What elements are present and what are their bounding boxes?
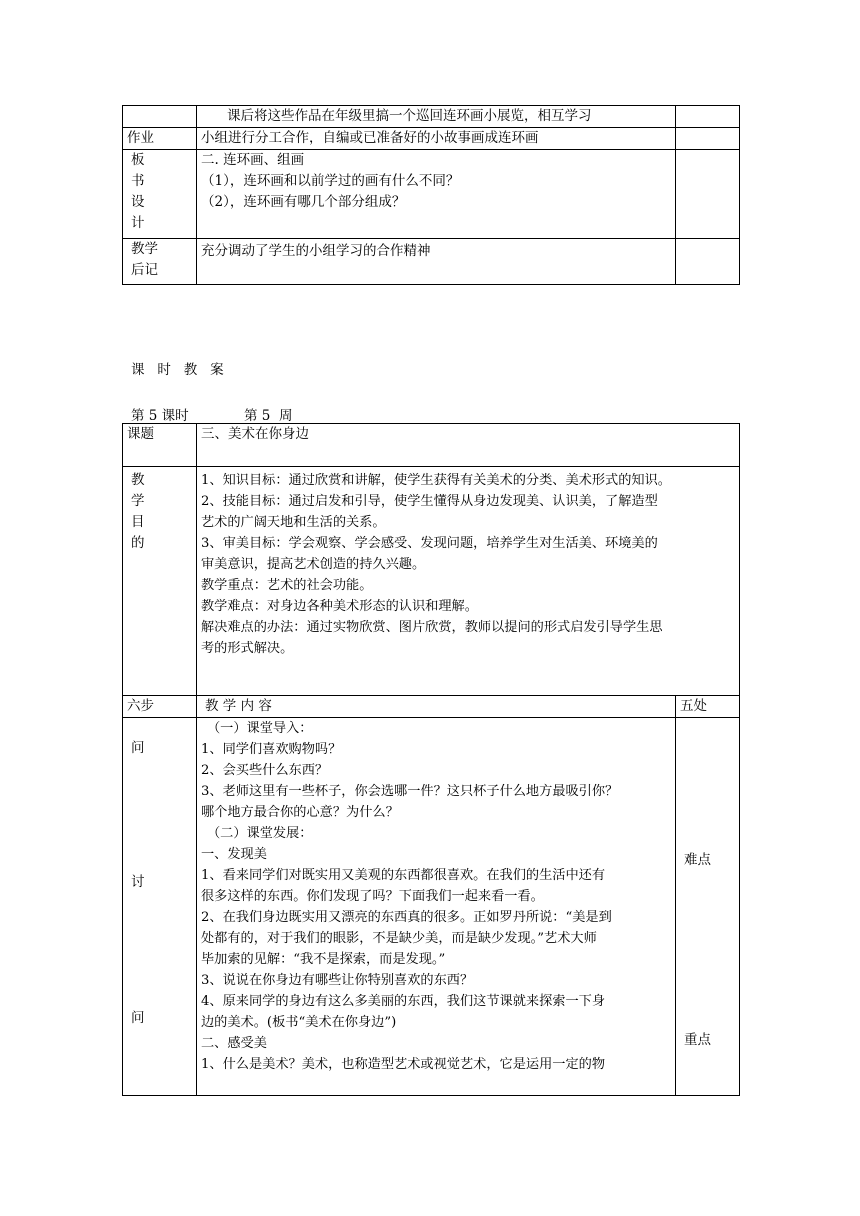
empty-note-cell (676, 239, 740, 285)
lesson-plan-table (122, 423, 740, 1096)
board-line: （2），连环画有哪几个部分组成？ (201, 194, 406, 210)
content-line: （一）课堂导入： (207, 721, 313, 736)
board-design-label (123, 150, 197, 239)
empty-note-cell (676, 128, 740, 150)
after-class-cell (197, 106, 676, 128)
label-char: 计 (131, 215, 145, 231)
label-line: 教学 (131, 241, 158, 257)
lesson-number: 第 5 课时 (131, 408, 189, 424)
homework-text: 小组进行分工合作，自编或已准备好的小故事画成连环画 (197, 128, 676, 150)
label-char: 目 (131, 514, 145, 530)
reflection-label (123, 239, 197, 285)
empty-label-cell (123, 106, 197, 128)
step-ask: 问 (131, 1010, 145, 1026)
page-heading: 课 时 教 案 (131, 362, 224, 378)
content-line: 1、看来同学们对既实用又美观的东西都很喜欢。在我们的生活中还有 (201, 868, 606, 883)
content-line: 很多这样的东西。你们发现了吗？下面我们一起来看一看。 (201, 889, 544, 904)
objective-line: 考的形式解决。 (201, 641, 294, 656)
label-char: 的 (131, 535, 145, 551)
after-class-text: 课后将这些作品在年级里搞一个巡回连环画小展览，相互学习 (227, 108, 592, 124)
week-number: 第 5 周 (244, 408, 293, 424)
points-cell (676, 718, 740, 1096)
label-char: 板 (131, 152, 145, 168)
difficulty-mark: 难点 (684, 852, 711, 868)
content-line: 毕加索的见解：“我不是探索，而是发现。” (201, 952, 446, 967)
content-line: 3、老师这里有一些杯子，你会选哪一件？这只杯子什么地方最吸引你？ (201, 784, 619, 799)
homework-table (122, 105, 740, 285)
content-line: 1、同学们喜欢购物吗？ (201, 742, 342, 757)
label-char: 书 (131, 173, 145, 189)
label-char: 设 (131, 194, 145, 210)
steps-header: 六步 (123, 696, 197, 718)
step-discuss: 讨 (131, 874, 145, 890)
board-line: （1），连环画和以前学过的画有什么不同？ (201, 173, 460, 189)
content-line: 1、什么是美术？美术，也称造型艺术或视觉艺术，它是运用一定的物 (201, 1057, 606, 1072)
objectives-label (123, 467, 197, 696)
board-design-content (197, 150, 676, 239)
content-line: 4、原来同学的身边有这么多美丽的东西，我们这节课就来探索一下身 (201, 994, 606, 1009)
objective-line: 1、知识目标：通过欣赏和讲解，使学生获得有关美术的分类、美术形式的知识。 (201, 473, 671, 488)
empty-note-cell (676, 150, 740, 239)
content-header: 教 学 内 容 (197, 696, 676, 718)
topic-label: 课题 (123, 424, 197, 467)
content-line: 2、在我们身边既实用又漂亮的东西真的很多。正如罗丹所说：“美是到 (201, 910, 612, 925)
content-line: 哪个地方最合你的心意？为什么？ (201, 805, 399, 820)
objective-line: 3、审美目标：学会观察、学会感受、发现问题，培养学生对生活美、环境美的 (201, 536, 658, 551)
key-point-mark: 重点 (684, 1032, 711, 1048)
points-header: 五处 (676, 696, 740, 718)
empty-note-cell (676, 106, 740, 128)
reflection-text: 充分调动了学生的小组学习的合作精神 (197, 239, 676, 285)
lesson-content-cell (197, 718, 676, 1096)
label-line: 后记 (131, 262, 158, 278)
objective-line: 解决难点的办法：通过实物欣赏、图片欣赏，教师以提问的形式启发引导学生思 (201, 620, 663, 635)
objective-line: 审美意识，提高艺术创造的持久兴趣。 (201, 557, 426, 572)
objective-line: 教学难点：对身边各种美术形态的认识和理解。 (201, 599, 478, 614)
content-line: 二、感受美 (201, 1036, 267, 1051)
objective-line: 教学重点：艺术的社会功能。 (201, 578, 373, 593)
objective-line: 艺术的广阔天地和生活的关系。 (201, 515, 386, 530)
objectives-content (197, 467, 740, 696)
homework-label: 作业 (123, 128, 197, 150)
content-line: 处都有的，对于我们的眼影，不是缺少美，而是缺少发现。”艺术大师 (201, 931, 597, 946)
topic-text: 三、美术在你身边 (197, 424, 740, 467)
step-ask: 问 (131, 740, 145, 756)
content-line: 边的美术。(板书“美术在你身边”) (201, 1015, 397, 1030)
board-line: 二. 连环画、组画 (201, 152, 305, 168)
label-char: 学 (131, 493, 145, 509)
content-line: 3、说说在你身边有哪些让你特别喜欢的东西？ (201, 973, 474, 988)
steps-cell (123, 718, 197, 1096)
content-line: （二）课堂发展： (207, 826, 313, 841)
label-char: 教 (131, 472, 145, 488)
objective-line: 2、技能目标：通过启发和引导，使学生懂得从身边发现美、认识美，了解造型 (201, 494, 658, 509)
content-line: 2、会买些什么东西？ (201, 763, 329, 778)
content-line: 一、发现美 (201, 847, 267, 862)
